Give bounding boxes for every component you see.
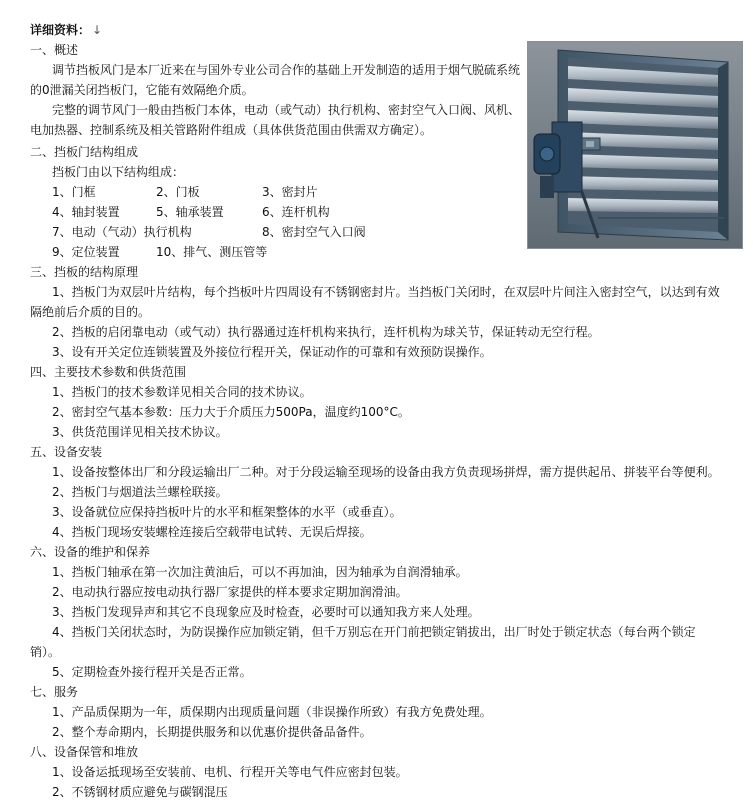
structure-item: 2、门板 — [156, 185, 200, 199]
s2-intro: 挡板门由以下结构组成： — [52, 165, 185, 179]
s7-paragraph-2: 2、整个寿命期内，长期提供服务和以优惠价提供备品备件。 — [52, 725, 372, 739]
s3-paragraph-1b: 隔绝前后介质的目的。 — [30, 305, 151, 319]
s3-paragraph-1a: 1、挡板门为双层叶片结构，每个挡板叶片四周设有不锈钢密封片。当挡板门关闭时，在双层叶片间注入密封空气，以达到有效 — [52, 285, 720, 299]
s8-paragraph-1: 1、设备运抵现场至安装前、电机、行程开关等电气件应密封包装。 — [52, 765, 408, 779]
section-2-heading: 二、挡板门结构组成 — [30, 145, 139, 159]
s5-paragraph-3: 3、设备就位应保持挡板叶片的水平和框架整体的水平（或垂直）。 — [52, 505, 402, 519]
structure-item: 3、密封片 — [262, 185, 318, 199]
s1-paragraph-1b: 的0泄漏关闭挡板门，它能有效隔绝介质。 — [30, 83, 254, 97]
s1-paragraph-2a: 完整的调节风门一般由挡板门本体，电动（或气动）执行机构、密封空气入口阀、风机、 — [52, 103, 521, 117]
s4-paragraph-3: 3、供货范围详见相关技术协议。 — [52, 425, 228, 439]
s6-paragraph-5: 5、定期检查外接行程开关是否正常。 — [52, 665, 252, 679]
section-6-heading: 六、设备的维护和保养 — [30, 545, 151, 559]
section-8-heading: 八、设备保管和堆放 — [30, 745, 139, 759]
damper-product-photo — [527, 41, 743, 249]
s6-paragraph-4a: 4、挡板门关闭状态时，为防误操作应加锁定销，但千万别忘在开门前把锁定销拔出，出厂时处于锁定状态（每台两个锁定 — [52, 625, 696, 639]
damper-illustration — [528, 42, 742, 248]
structure-item: 1、门框 — [52, 185, 96, 199]
s5-paragraph-1: 1、设备按整体出厂和分段运输出厂二种。对于分段运输至现场的设备由我方负责现场拼焊，需方提供起吊、拼装平台等便利。 — [52, 465, 720, 479]
s4-paragraph-1: 1、挡板门的技术参数详见相关合同的技术协议。 — [52, 385, 312, 399]
s1-paragraph-2b: 电加热器、控制系统及相关管路附件组成（具体供货范围由供需双方确定）。 — [30, 123, 433, 137]
structure-item: 8、密封空气入口阀 — [262, 225, 366, 239]
s8-paragraph-2: 2、不锈钢材质应避免与碳钢混压 — [52, 785, 228, 799]
structure-item: 7、电动（气动）执行机构 — [52, 225, 192, 239]
title-arrow: ↓ — [92, 23, 103, 37]
section-7-heading: 七、服务 — [30, 685, 79, 699]
s5-paragraph-2: 2、挡板门与烟道法兰螺栓联接。 — [52, 485, 228, 499]
s6-paragraph-4b: 销）。 — [30, 645, 61, 659]
structure-item: 4、轴封装置 — [52, 205, 120, 219]
s7-paragraph-1: 1、产品质保期为一年，质保期内出现质量问题（非误操作所致）有我方免费处理。 — [52, 705, 492, 719]
structure-item: 6、连杆机构 — [262, 205, 330, 219]
s6-paragraph-2: 2、电动执行器应按电动执行器厂家提供的样本要求定期加润滑油。 — [52, 585, 408, 599]
s4-paragraph-2: 2、密封空气基本参数：压力大于介质压力500Pa，温度约100°C。 — [52, 405, 410, 419]
title-text: 详细资料： — [30, 23, 91, 37]
structure-item: 9、定位装置 — [52, 245, 120, 259]
s6-paragraph-3: 3、挡板门发现异声和其它不良现象应及时检查，必要时可以通知我方来人处理。 — [52, 605, 480, 619]
section-5-heading: 五、设备安装 — [30, 445, 103, 459]
document-title — [30, 20, 102, 40]
s3-paragraph-3: 3、设有开关定位连锁装置及外接位行程开关，保证动作的可靠和有效预防误操作。 — [52, 345, 492, 359]
s3-paragraph-2: 2、挡板的启闭靠电动（或气动）执行器通过连杆机构来执行，连杆机构为球关节，保证转动无空行程。 — [52, 325, 600, 339]
structure-item: 5、轴承装置 — [156, 205, 224, 219]
s1-paragraph-1a: 调节挡板风门是本厂近来在与国外专业公司合作的基础上开发制造的适用于烟气脱硫系统 — [52, 63, 521, 77]
section-1-heading: 一、概述 — [30, 43, 79, 57]
s5-paragraph-4: 4、挡板门现场安装螺栓连接后空载带电试转、无误后焊接。 — [52, 525, 372, 539]
s6-paragraph-1: 1、挡板门轴承在第一次加注黄油后，可以不再加油，因为轴承为自润滑轴承。 — [52, 565, 468, 579]
structure-item: 10、排气、测压管等 — [156, 245, 268, 259]
section-3-heading: 三、挡板的结构原理 — [30, 265, 139, 279]
section-4-heading: 四、主要技术参数和供货范围 — [30, 365, 187, 379]
